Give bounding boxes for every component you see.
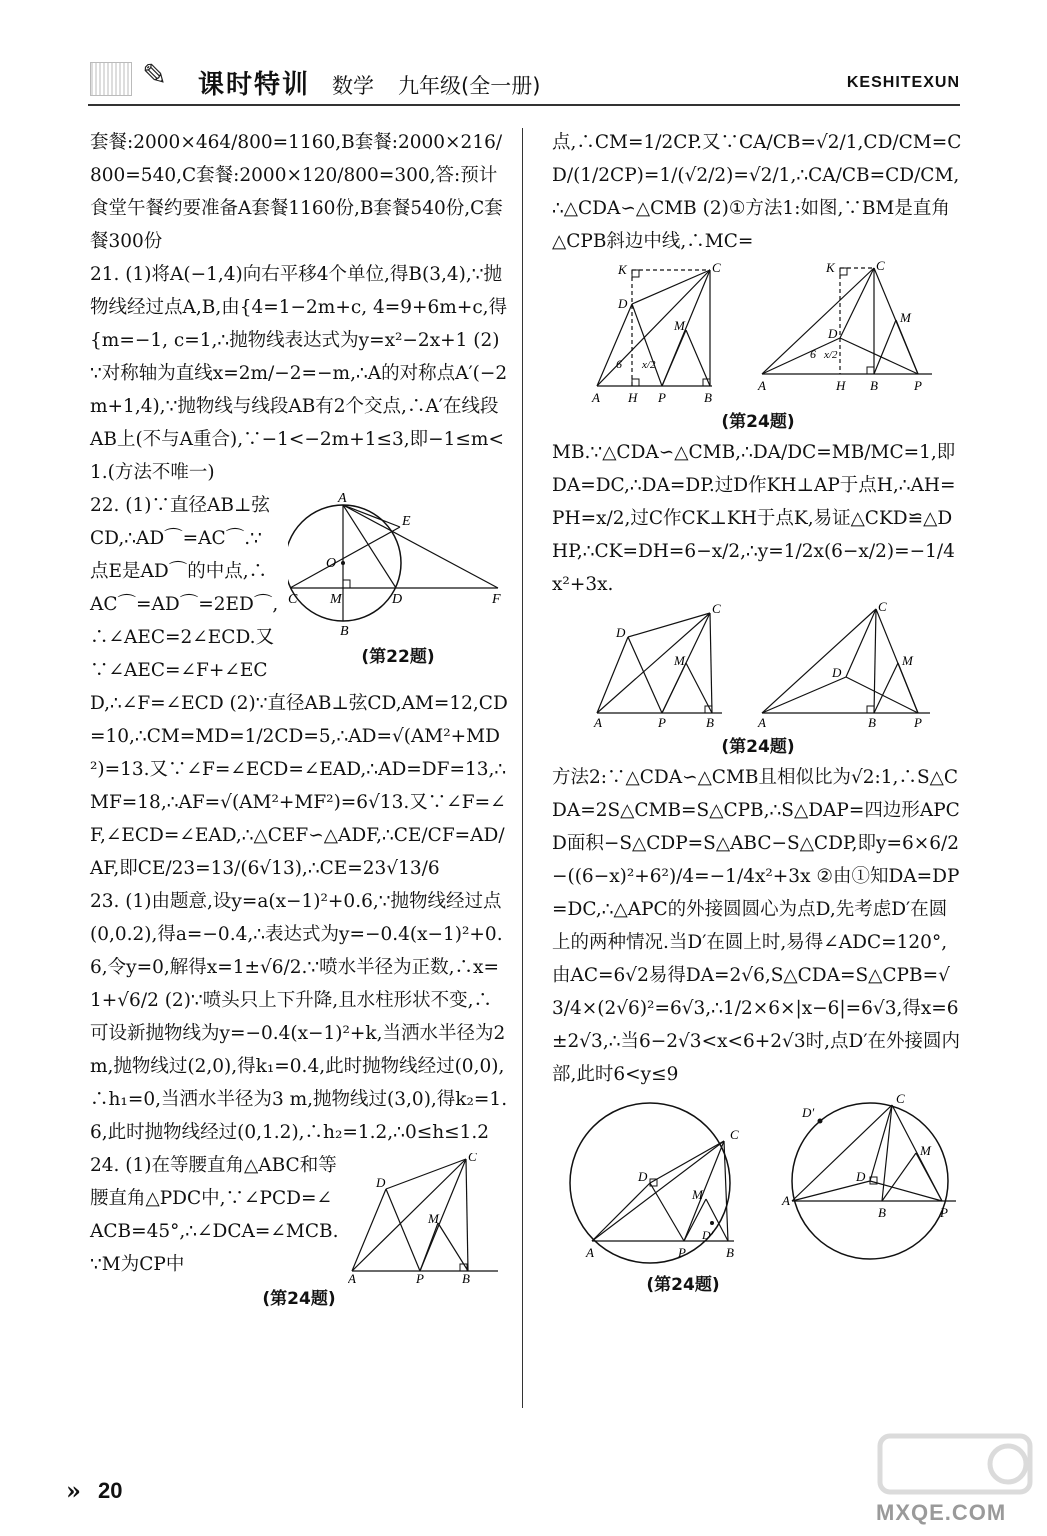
fig22-label-m: M — [330, 592, 342, 607]
fig24e-label-c: C — [878, 601, 887, 614]
fig22-label-a: A — [338, 493, 347, 506]
figure-24c-right — [757, 601, 930, 730]
fig24g-label-b: B — [878, 1205, 886, 1220]
fig24g-label-c: C — [896, 1091, 905, 1106]
fig24b-label-c: C — [712, 260, 721, 275]
fig24c-label-x2: x/2 — [824, 349, 838, 361]
fig24e-label-p: P — [914, 715, 922, 730]
fig24g-label-a: A — [782, 1193, 790, 1208]
answer-24-part3: 方法2:∵△CDA∽△CMB且相似比为√2:1,∴S△CDA=2S△CMB=S△CPB,∴S△DAP=四边形APCD面积−S△CDP=S△ABC−S△CDP,即y=6×6/2−((6−x)²+6²)/4=−1/4x²+3x ②由①知DA=DP=DC,∴△APC的外接圆圆心为点D,先考虑D′在圆上的两种情况.当D′在圆上时,易得∠ADC=120°,由AC=6√2易得DA=2√6,S△CDA=S△CPB=√3/4×(2√6)²=6√3,∴1/2×6×|x−6|=6√3,得x=6±2√3,∴当6−2√3<x<6+2√3时,点D′在外接圆内部,此时6<y≤9 — [552, 767, 961, 1085]
answer-24-start: 24. (1)在等腰直角△ABC和等腰直角△PDC中,∵∠PCD=∠ACB=45°,∴∠DCA=∠MCB.∵M为CP中 — [90, 1155, 339, 1275]
figure-22-diagram — [288, 493, 508, 643]
caption-22: (第22题) — [361, 647, 435, 667]
fig24c-label-c: C — [876, 258, 885, 273]
fig22-label-f: F — [492, 592, 501, 607]
caption-24d: (第24题) — [646, 1275, 720, 1295]
fig24f-label-dprime: D′ — [702, 1228, 714, 1242]
fig22-label-d: D — [392, 592, 403, 607]
fig24b-label-m: M — [674, 318, 685, 333]
answer-22: 22. (1)∵直径AB⊥弦CD,∴AD⌒=AC⌒.∵点E是AD⌒的中点,∴AC⌒=AD⌒=2ED⌒,∴∠AEC=2∠ECD.又∵∠AEC=∠F+∠ECD,∴∠F=∠ECD (2)∵直径AB⊥弦CD,AM=12,CD=10,∴CM=MD=1/2CD=5,∴AD=√(AM²+MD²)=13.又∵∠F=∠ECD=∠EAD,∴AD=DF=13,∴MF=18,∴AF=√(AM²+MF²)=6√13.又∵∠F=∠F,∠ECD=∠EAD,∴△CEF∽△ADF,∴CE/CF=AD/AF,即CE/23=13/(6√13),∴CE=23√13/6 — [90, 495, 508, 879]
fig24b-label-x2: x/2 — [642, 359, 656, 371]
page-number: 20 — [98, 1478, 123, 1503]
fig24c-label-k: K — [826, 260, 835, 275]
fig24d-label-a: A — [594, 715, 602, 730]
fig22-label-o: O — [326, 556, 337, 571]
fig24g-label-p: P — [940, 1205, 948, 1220]
fig24c-label-six: 6 — [810, 347, 816, 361]
fig24e-label-a: A — [758, 715, 766, 730]
fig24b-label-six: 6 — [616, 357, 622, 371]
page-header — [88, 58, 960, 106]
fig24c-label-m: M — [900, 310, 911, 325]
answer-23: 23. (1)由题意,设y=a(x−1)²+0.6,∵抛物线经过点(0,0.2),得a=−0.4,∴表达式为y=−0.4(x−1)²+0.6,令y=0,解得x=1±√6/2.∵喷水半径为正数,∴x=1+√6/2 (2)∵喷头只上下升降,且水柱形状不变,∴可设新抛物线为y=−0.4(x−1)²+k,当洒水半径为2 m,抛物线过(2,0),得k₁=0.4,此时抛物线经过(0,0),∴h₁=0,当洒水半径为3 m,抛物线过(3,0),得k₂=1.6,此时抛物线经过(0,1.2),∴h₂=1.2,∴0≤h≤1.2 — [90, 891, 512, 1143]
fig24f-label-d: D — [638, 1169, 648, 1184]
figure-24c-left — [593, 601, 722, 730]
subject-label: 数学 — [332, 74, 374, 98]
fig24d-label-b: B — [706, 715, 714, 730]
fig24a-label-p: P — [416, 1271, 424, 1283]
column-divider — [522, 128, 523, 1408]
fig24g-label-d: D — [856, 1169, 866, 1184]
fig24c-label-a: A — [758, 378, 766, 393]
fig24f-label-a: A — [586, 1245, 594, 1260]
book-brand: 课时特训 — [198, 70, 311, 100]
fig22-label-c: C — [288, 592, 298, 607]
caption-24c: (第24题) — [721, 737, 795, 757]
caption-24a: (第24题) — [262, 1289, 336, 1309]
fig24b-label-h: H — [628, 390, 638, 405]
fig24a-label-a: A — [348, 1271, 356, 1283]
fig24g-label-m: M — [920, 1143, 931, 1158]
fig24e-label-m: M — [902, 653, 913, 668]
figure-24d-diagrams — [552, 1091, 964, 1271]
figure-24c-diagrams — [552, 601, 964, 733]
answer-20-end: 套餐:2000×464/800=1160,B套餐:2000×216/800=540,C套餐:2000×120/800=300,答:预计食堂午餐约要准备A套餐1160份,B套餐540份,C套餐300份 — [90, 132, 503, 252]
pen-logo-icon: ✎ — [142, 58, 168, 93]
fig22-label-e: E — [402, 514, 411, 529]
figure-24a — [348, 1153, 508, 1283]
fig24d-label-d: D — [616, 625, 626, 640]
fig24g-label-dprime: D′ — [802, 1105, 815, 1120]
grade-label: 九年级(全一册) — [398, 74, 541, 98]
page-arrow-icon: » — [66, 1476, 81, 1505]
fig24c-label-b: B — [870, 378, 878, 393]
fig24d-label-p: P — [658, 715, 666, 730]
fig24e-label-d: D — [832, 665, 842, 680]
fig24f-label-b: B — [726, 1245, 734, 1260]
answer-24-part2: MB.∵△CDA∽△CMB,∴DA/DC=MB/MC=1,即DA=DC,∴DA=DP.过D作KH⊥AP于点H,∴AH=PH=x/2,过C作CK⊥KH于点K,易证△CKD≌△DHP,∴CK=DH=6−x/2,∴y=1/2x(6−x/2)=−1/4x²+3x. — [552, 442, 956, 595]
figure-24b-right — [757, 258, 932, 393]
right-column — [552, 126, 964, 1299]
fig24d-label-m: M — [674, 653, 685, 668]
caption-24b: (第24题) — [721, 412, 795, 432]
fig24a-label-d: D — [376, 1175, 386, 1190]
fig24b-label-a: A — [592, 390, 600, 405]
fig24b-label-k: K — [618, 262, 627, 277]
fig24b-label-p: P — [658, 390, 666, 405]
fig24a-label-c: C — [468, 1153, 477, 1164]
fig24b-label-d: D — [618, 296, 628, 311]
logo-image-icon — [90, 62, 132, 96]
figure-24d-left — [570, 1103, 739, 1263]
answer-24-part1: 点,∴CM=1/2CP.又∵CA/CB=√2/1,CD/CM=CD/(1/2CP)=1/(√2/2)=√2/1,∴CA/CB=CD/CM,∴△CDA∽△CMB (2)①方法1:如图,∵BM是直角△CPB斜边中线,∴MC= — [552, 132, 962, 252]
figure-24b-diagrams — [552, 258, 964, 408]
fig24f-label-m: M — [692, 1187, 703, 1202]
figure-24b-left — [591, 260, 721, 405]
fig24a-label-b: B — [462, 1271, 470, 1283]
fig22-label-b: B — [340, 624, 349, 639]
figure-24d-right — [781, 1091, 956, 1259]
fig24b-label-b: B — [704, 390, 712, 405]
fig24c-label-h: H — [836, 378, 846, 393]
fig24f-label-c: C — [730, 1127, 739, 1142]
figure-22 — [288, 493, 508, 671]
fig24e-label-b: B — [868, 715, 876, 730]
left-column — [90, 126, 512, 1313]
watermark-text: MXQE.COM — [876, 1500, 1007, 1525]
fig24c-label-d: D — [828, 326, 838, 341]
answer-21: 21. (1)将A(−1,4)向右平移4个单位,得B(3,4),∵抛物线经过点A,B,由{4=1−2m+c, 4=9+6m+c,得{m=−1, c=1,∴抛物线表达式为y=x²−2x+1 (2)∵对称轴为直线x=2m/−2=−m,∴A的对称点A′(−2m+1,4),∵抛物线与线段AB有2个交点,∴A′在线段AB上(不与A重合),∵−1<−2m+1≤3,即−1≤m<1.(方法不唯一) — [90, 264, 508, 483]
fig24c-label-p: P — [914, 378, 922, 393]
fig24d-label-c: C — [712, 601, 721, 616]
figure-24a-diagram — [348, 1153, 508, 1283]
brand-latin: KESHITEXUN — [846, 74, 960, 91]
fig24a-label-m: M — [428, 1211, 439, 1226]
fig24f-label-p: P — [678, 1245, 686, 1260]
